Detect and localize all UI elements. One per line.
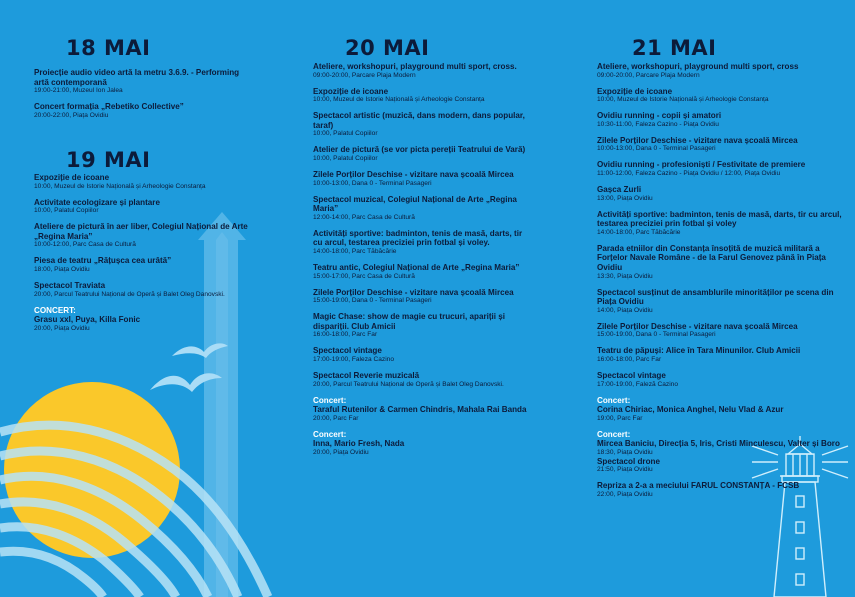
event-info: 15:00-19:00, Dana 0 - Terminal Pasageri [313, 297, 432, 305]
event-title: Spectacol Reverie muzicală [313, 370, 420, 380]
event-title: Teatru antic, Colegiul Național de Arte „Regina Maria” [313, 262, 520, 272]
event-title: Spectacol susținut de ansamblurile minorităților pe scena din Piața Ovidiu [597, 287, 834, 307]
concert-title: Mircea Baniciu, Direcția 5, Iris, Cristi Minculescu, Valter și Boro [597, 439, 840, 449]
event-info: 15:00-17:00, Parc Casa de Cultură [313, 272, 415, 280]
event-info: 09:00-20:00, Parcare Plaja Modern [313, 71, 416, 79]
event-info: 22:00, Piața Ovidiu [597, 491, 653, 499]
event-info: 09:00-20:00, Parcare Plaja Modern [597, 71, 700, 79]
event-title: Proiecție audio video artă la metru 3.6.9. - Performing artă contemporană [34, 68, 240, 87]
event-title: Zilele Porților Deschise - vizitare nava școală Mircea [313, 169, 514, 179]
concert-block [597, 430, 842, 457]
event-item [597, 371, 842, 389]
day-heading-21-mai: 21 MAI [632, 36, 717, 60]
event-item [313, 195, 528, 222]
event-info: 16:00-18:00, Parc Far [597, 355, 662, 363]
event-info: 13:30, Piața Ovidiu [597, 272, 653, 280]
event-item [597, 288, 842, 315]
event-item [34, 68, 254, 95]
event-info: 10:00-13:00, Dana 0 - Terminal Pasageri [597, 145, 716, 153]
event-item [34, 102, 254, 120]
event-title: Spectacol Traviata [34, 280, 106, 290]
concert-label: Concert: [313, 429, 347, 439]
event-title: Gașca Zurli [597, 184, 642, 194]
concert-info: 20:00, Piața Ovidiu [34, 324, 90, 332]
event-title: Ovidiu running - copii și amatori [597, 111, 722, 121]
event-info: 11:00-12:00, Faleza Cazino - Piața Ovidiu / 12:00, Piața Ovidiu [597, 169, 781, 177]
concert-info: 19:00, Parc Far [597, 414, 643, 422]
event-title: Atelier de pictură (se vor picta pereții Teatrului de Vară) [313, 145, 526, 155]
event-info: 14:00-18:00, Parc Tăbăcărie [313, 247, 397, 255]
event-info: 19:00-21:00, Muzeul Ion Jalea [34, 87, 123, 95]
event-item [313, 229, 528, 256]
event-title: Ateliere, workshopuri, playground multi sport, cross. [313, 62, 517, 71]
event-info: 10:00, Palatul Copiilor [313, 154, 378, 162]
concert-label: CONCERT: [34, 305, 76, 315]
event-info: 20:00, Parcul Teatrului Național de Operă și Balet Oleg Danovski. [313, 380, 504, 388]
event-item [597, 87, 842, 105]
event-info: 10:00, Palatul Copiilor [313, 130, 378, 138]
event-item [313, 145, 528, 163]
event-title: Spectacol artistic (muzică, dans modern, dans popular, taraf) [313, 111, 525, 130]
event-item [313, 170, 528, 188]
event-title: Concert formația „Rebetiko Collective” [34, 102, 184, 112]
event-item [597, 457, 842, 475]
event-item [313, 62, 528, 80]
event-info: 20:00-22:00, Piața Ovidiu [34, 111, 109, 119]
event-info: 18:00, Piața Ovidiu [34, 265, 90, 273]
event-item [597, 481, 842, 499]
concert-block [597, 396, 842, 423]
event-item [313, 288, 528, 306]
event-title: Expoziție de icoane [313, 86, 389, 96]
concert-block [313, 430, 528, 457]
event-info: 12:00-14:00, Parc Casa de Cultură [313, 213, 415, 221]
events-21-mai [597, 62, 842, 499]
day-heading-18-mai: 18 MAI [66, 36, 151, 60]
event-item [597, 185, 842, 203]
concert-block [313, 396, 528, 423]
event-item [597, 111, 842, 129]
event-title: Spectacol vintage [313, 346, 382, 356]
event-title: Activități sportive: badminton, tenis de masă, darts, tir cu arcul, testarea preciziei prin fotbal și voley [597, 209, 842, 229]
event-title: Expoziție de icoane [597, 86, 673, 96]
concert-label: Concert: [597, 429, 631, 439]
event-item [313, 312, 528, 339]
event-info: 13:00, Piața Ovidiu [597, 194, 653, 202]
event-item [597, 210, 842, 237]
event-title: Magic Chase: show de magie cu trucuri, apariții și dispariții. Club Amicii [313, 312, 506, 331]
event-title: Ateliere de pictură în aer liber, Colegiul Național de Arte „Regina Maria” [34, 222, 248, 241]
event-info: 20:00, Parcul Teatrului Național de Operă și Balet Oleg Danovski. [34, 290, 225, 298]
event-item [313, 87, 528, 105]
concert-title: Inna, Mario Fresh, Nada [313, 439, 405, 449]
event-info: 15:00-19:00, Dana 0 - Terminal Pasageri [597, 331, 716, 339]
event-title: Ateliere, workshopuri, playground multi sport, cross [597, 62, 799, 71]
event-title: Activitate ecologizare și plantare [34, 197, 160, 207]
event-info: 17:00-19:00, Faleza Cazino [313, 355, 395, 363]
event-item [597, 62, 842, 80]
concert-info: 20:00, Parc Far [313, 414, 359, 422]
event-info: 10:00, Muzeul de Istorie Națională și Arheologie Constanța [597, 96, 769, 104]
concert-label: Concert: [313, 395, 347, 405]
event-item [313, 371, 528, 389]
event-item [34, 173, 259, 191]
concert-title: Grasu xxl, Puya, Killa Fonic [34, 315, 141, 325]
event-title: Ovidiu running - profesioniști / Festivitate de premiere [597, 160, 806, 170]
events-19-mai [34, 173, 259, 333]
concert-info: 20:00, Piața Ovidiu [313, 448, 369, 456]
day-heading-19-mai: 19 MAI [66, 148, 151, 172]
event-title: Spectacol muzical, Colegiul Național de Arte „Regina Maria” [313, 194, 517, 214]
event-info: 10:00, Muzeul de Istorie Națională și Arheologie Constanța [313, 96, 485, 104]
event-title: Zilele Porților Deschise - vizitare nava școală Mircea [313, 287, 514, 297]
day-heading-20-mai: 20 MAI [345, 36, 430, 60]
event-info: 10:00, Muzeul de Istorie Națională și Arheologie Constanța [34, 182, 206, 190]
event-title: Teatru de păpuși: Alice în Tara Minunilor. Club Amicii [597, 346, 801, 356]
event-info: 10:00-13:00, Dana 0 - Terminal Pasageri [313, 179, 432, 187]
event-info: 10:00, Palatul Copiilor [34, 207, 99, 215]
event-item [313, 263, 528, 281]
events-20-mai [313, 62, 528, 457]
concert-title: Taraful Rutenilor & Carmen Chindris, Mahala Rai Banda [313, 405, 527, 415]
event-info: 10:00-12:00, Parc Casa de Cultură [34, 241, 136, 249]
event-info: 14:00, Piața Ovidiu [597, 306, 653, 314]
event-item [34, 222, 259, 249]
event-item [34, 256, 259, 274]
events-18-mai [34, 68, 254, 120]
event-item [597, 136, 842, 154]
event-item [34, 198, 259, 216]
event-title: Zilele Porților Deschise - vizitare nava școală Mircea [597, 135, 798, 145]
event-item [597, 244, 842, 281]
event-info: 21:50, Piața Ovidiu [597, 466, 653, 474]
event-item [597, 346, 842, 364]
concert-label: Concert: [597, 395, 631, 405]
event-info: 17:00-19:00, Faleză Cazino [597, 380, 679, 388]
event-title: Expoziție de icoane [34, 173, 110, 182]
event-item [597, 322, 842, 340]
event-title: Spectacol drone [597, 456, 660, 466]
event-info: 16:00-18:00, Parc Far [313, 331, 378, 339]
event-title: Zilele Porților Deschise - vizitare nava școală Mircea [597, 321, 798, 331]
concert-info: 18:30, Piața Ovidiu [597, 448, 653, 456]
event-item [34, 281, 259, 299]
event-title: Parada etniilor din Constanța însoțită de muzică militară a Forțelor Navale Române - de la Farul Genovez până în Piața Ovidiu [597, 243, 826, 272]
event-title: Spectacol vintage [597, 370, 666, 380]
event-title: Activități sportive: badminton, tenis de masă, darts, tir cu arcul, testarea preciziei prin fotbal și voley. [313, 228, 523, 248]
event-item [597, 160, 842, 178]
event-title: Repriza a 2-a a meciului FARUL CONSTANȚA - FCSB [597, 481, 800, 491]
event-info: 14:00-18:00, Parc Tăbăcărie [597, 228, 681, 236]
concert-block [34, 306, 259, 333]
event-info: 10:30-11:00, Faleza Cazino - Piața Ovidiu [597, 120, 719, 128]
event-title: Piesa de teatru „Rățușca cea urâtă” [34, 256, 172, 266]
event-item [313, 111, 528, 138]
event-item [313, 346, 528, 364]
concert-title: Corina Chiriac, Monica Anghel, Nelu Vlad & Azur [597, 405, 784, 415]
